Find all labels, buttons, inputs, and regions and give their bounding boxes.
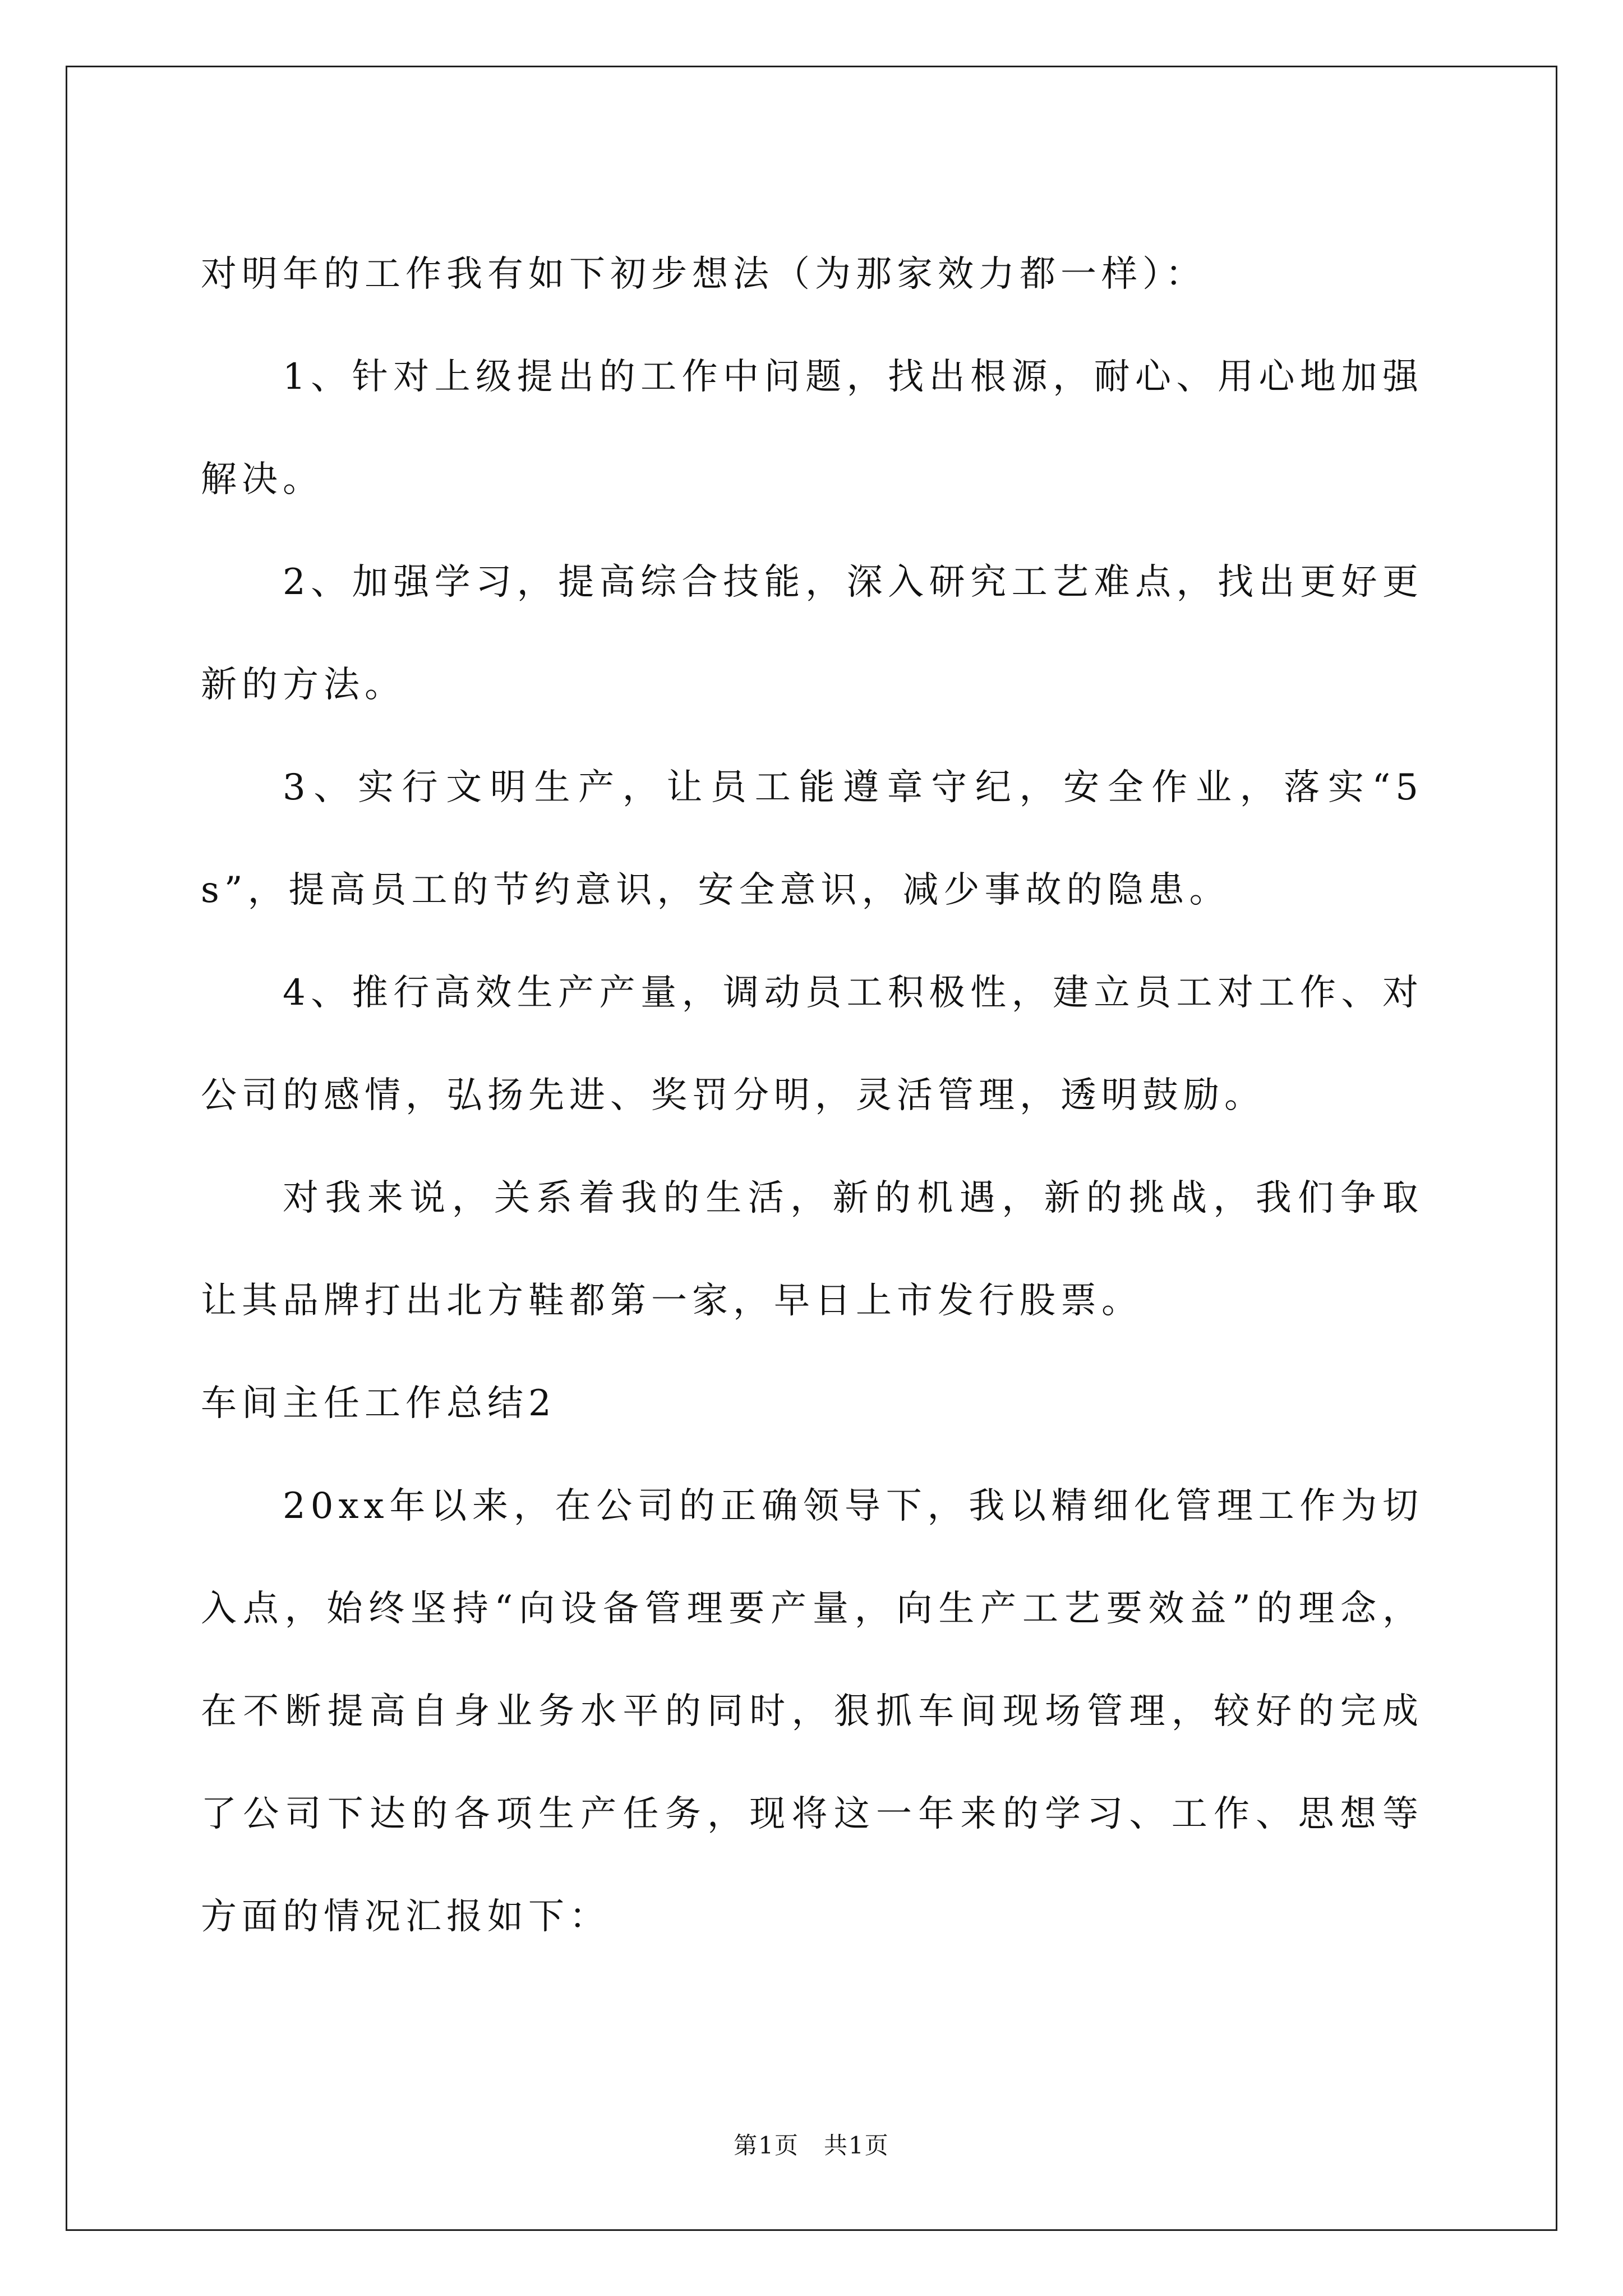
document-body [201,223,1423,1968]
paragraph-item-4: 4、推行高效生产产量，调动员工积极性，建立员工对工作、对公司的感情，弘扬先进、奖罚分明，灵活管理，透明鼓励。 [201,972,1423,1116]
paragraph-summary-intro: 20xx年以来，在公司的正确领导下，我以精细化管理工作为切入点，始终坚持“向设备管理要产量，向生产工艺要效益”的理念，在不断提高自身业务水平的同时，狠抓车间现场管理，较好的完成了公司下达的各项生产任务，现将这一年来的学习、工作、思想等方面的情况汇报如下： [201,1485,1423,1938]
paragraph-item-3: 3、实行文明生产，让员工能遵章守纪，安全作业，落实“5s”，提高员工的节约意识，安全意识，减少事故的隐患。 [201,767,1423,911]
paragraph-item-1: 1、针对上级提出的工作中问题，找出根源，耐心、用心地加强解决。 [201,356,1423,500]
page-number-footer: 第1页 共1页 [734,2132,889,2159]
paragraph-item-2: 2、加强学习，提高综合技能，深入研究工艺难点，找出更好更新的方法。 [201,562,1423,706]
paragraph-closing: 对我来说，关系着我的生活，新的机遇，新的挑战，我们争取让其品牌打出北方鞋都第一家，早日上市发行股票。 [201,1177,1423,1322]
section-heading: 车间主任工作总结2 [201,1383,556,1424]
paragraph-plan-intro: 对明年的工作我有如下初步想法（为那家效力都一样）： [201,254,1206,295]
